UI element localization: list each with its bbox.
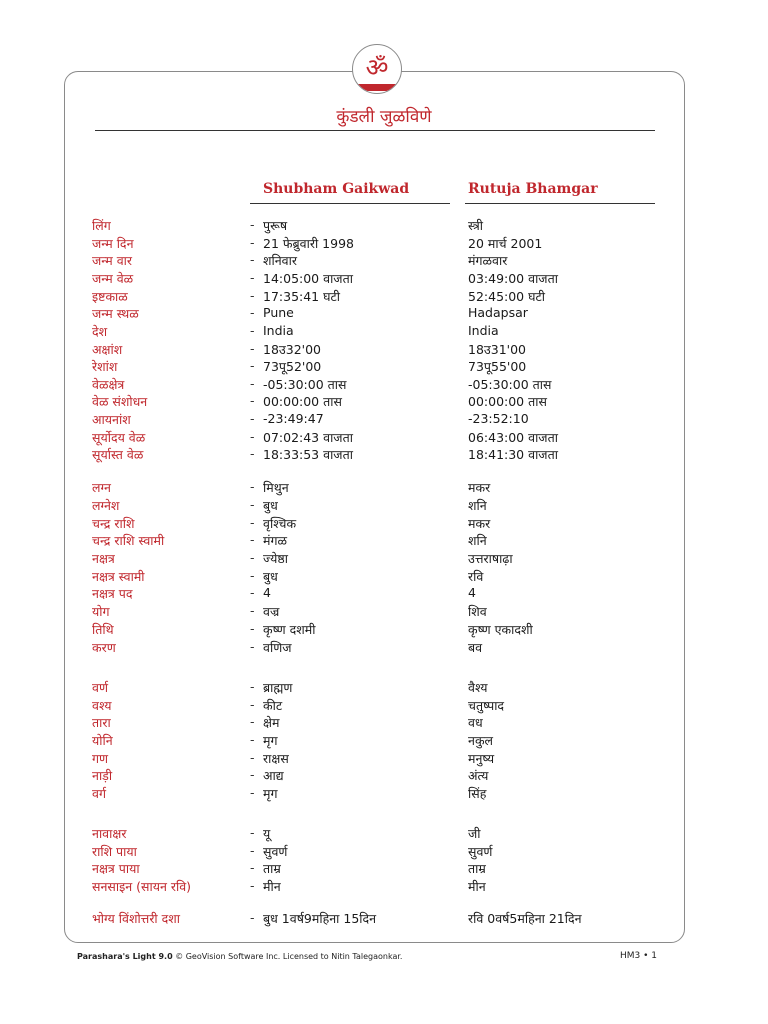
row-label: रेशांश: [92, 359, 118, 374]
row-label: भोग्य विंशोत्तरी दशा: [92, 911, 181, 926]
row-label: नक्षत्र पाया: [92, 861, 140, 876]
person-1-value: 73पू52'00: [263, 359, 322, 374]
person-1-value: कीट: [263, 698, 283, 713]
row-separator: -: [250, 732, 255, 747]
row-label: योनि: [92, 733, 113, 748]
row-label: वर्ग: [92, 786, 106, 801]
person-2-value: बव: [468, 640, 483, 655]
om-emblem: [352, 44, 402, 94]
row-label: लग्नेश: [92, 498, 120, 513]
person-2-value: अंत्य: [468, 768, 489, 783]
row-label: सूर्योदय वेळ: [92, 430, 146, 445]
om-icon: ॐ: [365, 52, 389, 82]
row-label: तिथि: [92, 622, 114, 637]
row-label: जन्म स्थळ: [92, 306, 139, 321]
person-1-value: 14:05:00 वाजता: [263, 271, 353, 286]
row-separator: -: [250, 217, 255, 232]
person-1-value: Pune: [263, 305, 294, 320]
row-separator: -: [250, 479, 255, 494]
person-1-value: मृग: [263, 733, 278, 748]
person-2-value: वैश्य: [468, 680, 488, 695]
row-label: चन्द्र राशि: [92, 516, 135, 531]
row-label: अक्षांश: [92, 342, 123, 357]
row-label: जन्म वेळ: [92, 271, 134, 286]
person-1-value: कृष्ण दशमी: [263, 622, 316, 637]
person-1-value: 07:02:43 वाजता: [263, 430, 353, 445]
row-label: वेळक्षेत्र: [92, 377, 125, 392]
person-1-value: बुध: [263, 498, 278, 513]
row-label: नावाक्षर: [92, 826, 127, 841]
person-1-underline: [250, 203, 450, 204]
person-1-value: ज्येष्ठा: [263, 551, 289, 566]
person-1-value: बुध: [263, 569, 278, 584]
row-label: सूर्यास्त वेळ: [92, 447, 144, 462]
row-separator: -: [250, 568, 255, 583]
row-separator: -: [250, 843, 255, 858]
person-2-value: 18उ31'00: [468, 342, 527, 357]
person-2-value: मकर: [468, 480, 491, 495]
person-2-value: 18:41:30 वाजता: [468, 447, 558, 462]
row-label: योग: [92, 604, 110, 619]
person-1-value: -23:49:47: [263, 411, 324, 426]
row-separator: -: [250, 288, 255, 303]
person-1-value: 18:33:53 वाजता: [263, 447, 353, 462]
person-1-value: 18उ32'00: [263, 342, 322, 357]
person-2-value: मंगळवार: [468, 253, 508, 268]
row-separator: -: [250, 270, 255, 285]
person-2-value: नकुल: [468, 733, 494, 748]
row-label: वर्ण: [92, 680, 108, 695]
row-separator: -: [250, 639, 255, 654]
person-1-name: Shubham Gaikwad: [263, 181, 410, 197]
row-label: वश्य: [92, 698, 112, 713]
row-separator: -: [250, 621, 255, 636]
row-separator: -: [250, 679, 255, 694]
row-label: देश: [92, 324, 108, 339]
person-2-value: शनि: [468, 498, 487, 513]
person-2-value: 52:45:00 घटी: [468, 289, 546, 304]
person-1-value: बुध 1वर्ष9महिना 15दिन: [263, 911, 377, 926]
page-frame: [64, 71, 685, 943]
person-1-value: ताम्र: [263, 861, 281, 876]
row-separator: -: [250, 785, 255, 800]
person-2-value: India: [468, 323, 499, 338]
row-label: चन्द्र राशि स्वामी: [92, 533, 165, 548]
person-2-value: -05:30:00 तास: [468, 377, 552, 392]
person-2-value: 73पू55'00: [468, 359, 527, 374]
title-rule: [95, 130, 655, 131]
row-label: नक्षत्र पद: [92, 586, 133, 601]
row-separator: -: [250, 323, 255, 338]
person-2-value: मीन: [468, 879, 486, 894]
row-separator: -: [250, 750, 255, 765]
row-separator: -: [250, 878, 255, 893]
row-separator: -: [250, 825, 255, 840]
person-2-value: चतुष्पाद: [468, 698, 505, 713]
row-separator: -: [250, 714, 255, 729]
person-2-value: सिंह: [468, 786, 487, 801]
row-label: आयनांश: [92, 412, 131, 427]
row-label: तारा: [92, 715, 111, 730]
person-2-value: शनि: [468, 533, 487, 548]
row-separator: -: [250, 767, 255, 782]
row-separator: -: [250, 252, 255, 267]
row-separator: -: [250, 393, 255, 408]
row-separator: -: [250, 411, 255, 426]
person-1-value: मंगळ: [263, 533, 288, 548]
person-1-value: सुवर्ण: [263, 844, 288, 859]
row-label: जन्म वार: [92, 253, 132, 268]
row-separator: -: [250, 446, 255, 461]
person-1-value: वृश्चिक: [263, 516, 297, 531]
person-1-value: शनिवार: [263, 253, 297, 268]
person-2-value: 20 मार्च 2001: [468, 236, 543, 251]
row-label: नक्षत्र स्वामी: [92, 569, 145, 584]
row-separator: -: [250, 585, 255, 600]
footer-notice: © GeoVision Software Inc. Licensed to Nitin Talegaonkar.: [175, 952, 403, 961]
row-separator: -: [250, 376, 255, 391]
row-label: सनसाइन (सायन रवि): [92, 879, 192, 894]
person-2-value: मकर: [468, 516, 491, 531]
person-1-value: मिथुन: [263, 480, 289, 495]
person-2-underline: [465, 203, 655, 204]
row-separator: -: [250, 497, 255, 512]
row-label: नाड़ी: [92, 768, 113, 783]
row-label: लिंग: [92, 218, 111, 233]
row-separator: -: [250, 341, 255, 356]
row-label: वेळ संशोधन: [92, 394, 148, 409]
person-2-value: मनुष्य: [468, 751, 495, 766]
row-label: जन्म दिन: [92, 236, 134, 251]
row-separator: -: [250, 550, 255, 565]
row-separator: -: [250, 305, 255, 320]
row-separator: -: [250, 860, 255, 875]
person-1-value: क्षेम: [263, 715, 280, 730]
person-2-value: कृष्ण एकादशी: [468, 622, 533, 637]
row-label: राशि पाया: [92, 844, 137, 859]
person-2-value: जी: [468, 826, 481, 841]
person-1-value: मृग: [263, 786, 278, 801]
person-1-value: मीन: [263, 879, 281, 894]
row-label: नक्षत्र: [92, 551, 115, 566]
person-2-value: सुवर्ण: [468, 844, 493, 859]
person-2-value: Hadapsar: [468, 305, 528, 320]
row-label: करण: [92, 640, 116, 655]
person-2-value: 4: [468, 585, 476, 600]
person-1-value: -05:30:00 तास: [263, 377, 347, 392]
row-separator: -: [250, 235, 255, 250]
person-1-value: वणिज: [263, 640, 292, 655]
footer-product: Parashara's Light 9.0: [77, 952, 173, 961]
footer-copyright: [77, 952, 402, 961]
row-label: लग्न: [92, 480, 111, 495]
row-separator: -: [250, 910, 255, 925]
person-2-name: Rutuja Bhamgar: [468, 181, 598, 197]
person-2-value: -23:52:10: [468, 411, 529, 426]
person-1-value: आद्य: [263, 768, 284, 783]
row-separator: -: [250, 429, 255, 444]
person-1-value: 00:00:00 तास: [263, 394, 342, 409]
row-label: गण: [92, 751, 109, 766]
person-2-value: उत्तराषाढ़ा: [468, 551, 513, 566]
person-2-value: वध: [468, 715, 483, 730]
footer-page-number: HM3 • 1: [620, 951, 658, 961]
person-2-value: शिव: [468, 604, 487, 619]
person-1-value: यू: [263, 826, 271, 841]
person-2-value: 06:43:00 वाजता: [468, 430, 558, 445]
person-2-value: रवि: [468, 569, 484, 584]
row-separator: -: [250, 358, 255, 373]
row-separator: -: [250, 697, 255, 712]
page-title: कुंडली जुळविणे: [336, 107, 432, 127]
person-1-value: पुरूष: [263, 218, 288, 233]
person-1-value: राक्षस: [263, 751, 289, 766]
person-2-value: 03:49:00 वाजता: [468, 271, 558, 286]
person-1-value: 17:35:41 घटी: [263, 289, 341, 304]
row-separator: -: [250, 515, 255, 530]
person-2-value: ताम्र: [468, 861, 486, 876]
row-label: इष्टकाळ: [92, 289, 128, 304]
person-1-value: India: [263, 323, 294, 338]
row-separator: -: [250, 532, 255, 547]
row-separator: -: [250, 603, 255, 618]
person-1-value: 4: [263, 585, 271, 600]
person-1-value: वज्र: [263, 604, 280, 619]
person-1-value: 21 फेब्रुवारी 1998: [263, 236, 354, 251]
person-2-value: 00:00:00 तास: [468, 394, 547, 409]
person-2-value: स्त्री: [468, 218, 484, 233]
person-1-value: ब्राह्मण: [263, 680, 293, 695]
person-2-value: रवि 0वर्ष5महिना 21दिन: [468, 911, 582, 926]
